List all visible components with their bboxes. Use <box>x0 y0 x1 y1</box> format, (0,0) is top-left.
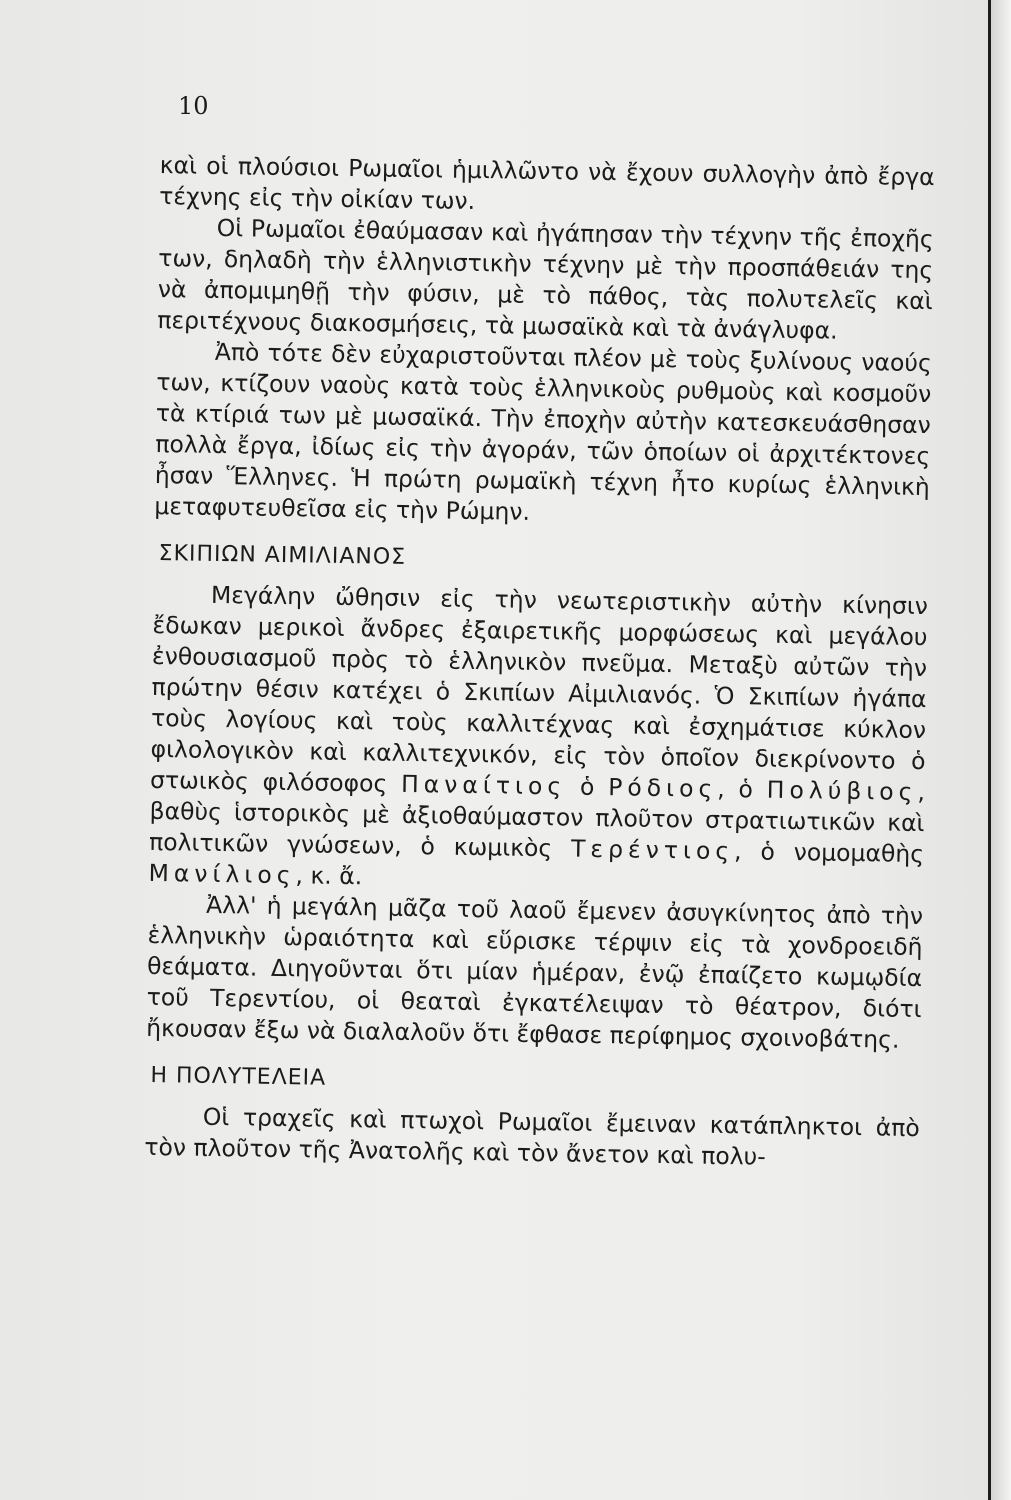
name-polybios: Πολύβιος <box>766 775 918 806</box>
section-heading-scipio: ΣΚΙΠΙΩΝ ΑΙΜΙΛΙΑΝΟΣ <box>158 541 407 570</box>
name-panaitios: Παναίτιος <box>400 769 567 801</box>
page-body <box>144 150 935 1175</box>
name-manilios: Μανίλιος <box>148 858 296 890</box>
intro-paragraph-3: Ἀπὸ τότε δὲν εὐχαριστοῦνται πλέον μὲ τοὺς ξυλίνους ναούς των, κτίζουν ναοὺς κατὰ τοὺς ἑλληνικοὺς ρυθμοὺς καὶ κοσμοῦν τὰ κτίριά των μὲ μωσαϊκά. Τὴν ἐποχὴν αὐτὴν κατεσκευάσθησαν πολλὰ ἔργα, ἰδίως εἰς τὴν ἀγοράν, τῶν ὁποίων οἱ ἀρχιτέκτονες ἦσαν Ἕλληνες. Ἡ πρώτη ρωμαϊκὴ τέχνη ἦτο κυρίως ἑλληνικὴ μεταφυτευθεῖσα εἰς τὴν Ρώμην. <box>154 337 932 526</box>
scipio-text-c: , ὁ <box>717 774 754 804</box>
scipio-text-e: , ὁ νομομαθὴς <box>733 837 925 869</box>
scipio-text-a: Μεγάλην ὤθησιν εἰς τὴν νεωτεριστικὴν αὐτὴν κίνησιν ἔδωκαν μερικοὶ ἄνδρες ἐξαιρετικῆς μορφώσεως καὶ μεγάλου ἐνθουσιασμοῦ πρὸς τὸ ἑλληνικὸν πνεῦμα. Μεταξὺ αὐτῶν τὴν πρώτην θέσιν κατέχει ὁ Σκιπίων Αἰμιλιανός. Ὁ Σκιπίων ἠγάπα τοὺς λογίους καὶ τοὺς καλλιτέχνας καὶ ἐσχημάτισε κύκλον φιλολογικὸν καὶ καλλιτεχνικόν, εἰς τὸν ὁποῖον διεκρίνοντο ὁ στωικὸς φιλόσοφος <box>149 580 929 798</box>
intro-paragraph-1: καὶ οἱ πλούσιοι Ρωμαῖοι ἡμιλλῶντο νὰ ἔχουν συλλογὴν ἀπὸ ἔργα τέχνης εἰς τὴν οἰκίαν των. <box>159 150 935 215</box>
scipio-paragraph-2: Ἀλλ' ἡ μεγάλη μᾶζα τοῦ λαοῦ ἔμενεν ἀσυγκίνητος ἀπὸ τὴν ἑλληνικὴν ὡραιότητα καὶ εὕρισκε τέρψιν εἰς τὰ χονδροειδῆ θεάματα. Διηγοῦνται ὅτι μίαν ἡμέραν, ἐνῷ ἐπαίζετο κωμῳδία τοῦ Τερεντίου, οἱ θεαταὶ ἐγκατέλειψαν τὸ θέατρον, διότι ἤκουσαν ἔξω νὰ διαλαλοῦν ὅτι ἔφθασε περίφημος σχοινοβάτης. <box>145 890 924 1054</box>
scipio-paragraph-1 <box>148 579 928 901</box>
intro-paragraph-2: Οἱ Ρωμαῖοι ἐθαύμασαν καὶ ἠγάπησαν τὴν τέχνην τῆς ἐποχῆς των, δηλαδὴ τὴν ἑλληνιστικὴν τέχνην μὲ τὴν προσπάθειάν της νὰ ἀπομιμηθῇ τὴν φύσιν, μὲ τὸ πάθος, τὰς πολυτελεῖς καὶ περιτέχνους διακοσμήσεις, τὰ μωσαϊκὰ καὶ τὰ ἀνάγλυφα. <box>157 213 934 345</box>
page-number: 10 <box>178 92 209 120</box>
scipio-text-b: ὁ <box>579 772 595 801</box>
next-page-edge <box>991 0 1011 1500</box>
name-terentios: Τερέντιος <box>570 834 735 866</box>
scipio-text-d: , βαθὺς ἱστορικὸς μὲ ἀξιοθαύμαστον πλοῦτον στρατιωτικῶν καὶ πολιτικῶν γνώσεων, ὁ κωμικὸς <box>148 777 926 863</box>
luxury-paragraph-1: Οἱ τραχεῖς καὶ πτωχοὶ Ρωμαῖοι ἔμειναν κατάπληκτοι ἀπὸ τὸν πλοῦτον τῆς Ἀνατολῆς καὶ τὸν ἄνετον καὶ πολυ- <box>144 1102 920 1171</box>
section-heading-luxury: Η ΠΟΛΥΤΕΛΕΙΑ <box>150 1062 327 1091</box>
name-rodios: Ρόδιος <box>607 773 718 803</box>
scipio-text-f: , κ. ἄ. <box>295 861 363 891</box>
